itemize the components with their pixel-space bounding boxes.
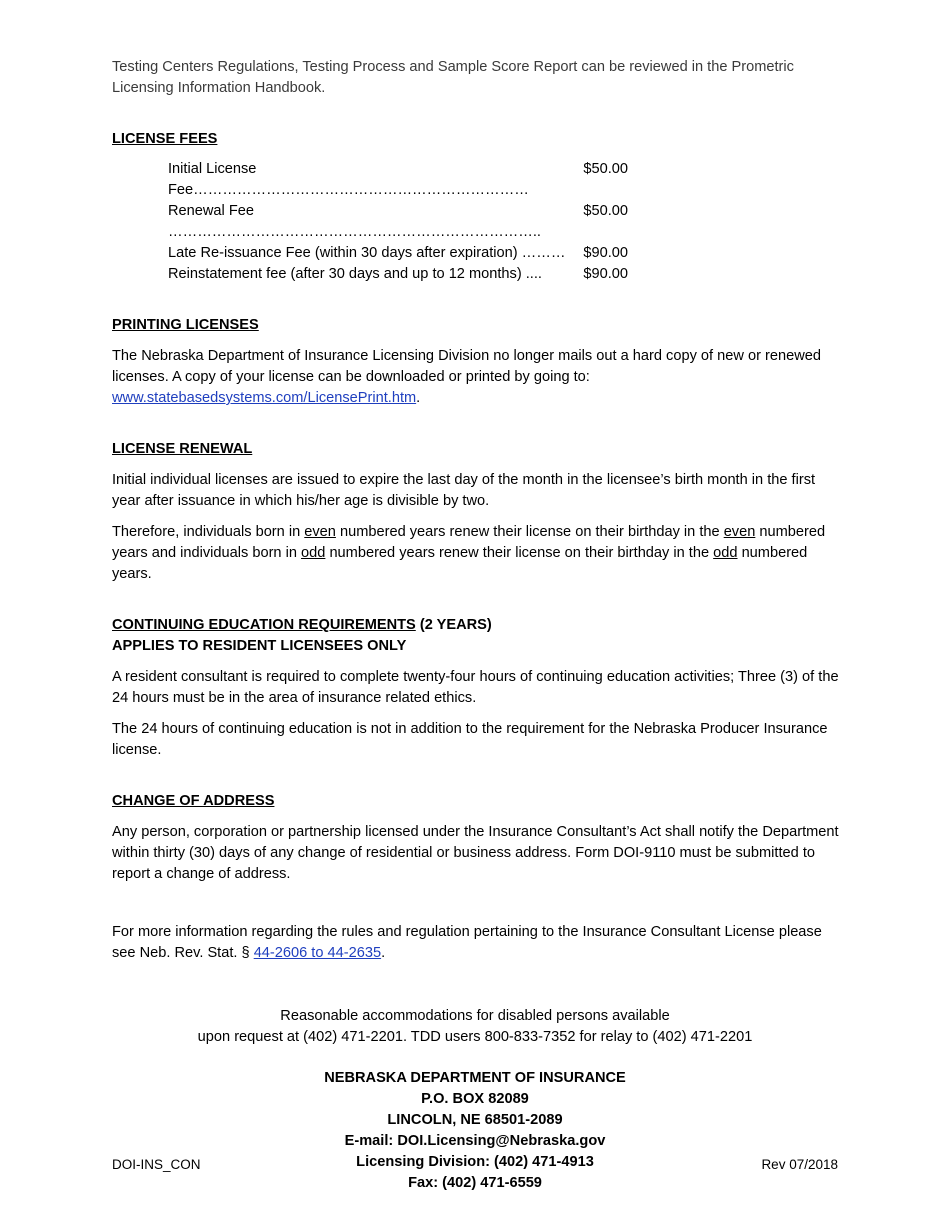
- intro-text: Testing Centers Regulations, Testing Process and Sample Score Report can be reviewed in the Prometric Licensing Information Handbook.: [112, 59, 794, 96]
- fee-label: Renewal Fee …………………………………………………………………..: [168, 203, 541, 240]
- contact-po-box: P.O. BOX 82089: [421, 1091, 529, 1107]
- more-info-period: .: [381, 945, 386, 961]
- ce-heading: [112, 615, 840, 636]
- accommodations-line-1: Reasonable accommodations for disabled persons available: [280, 1008, 670, 1024]
- underlined-odd: odd: [713, 545, 738, 561]
- renewal-paragraph-1: Initial individual licenses are issued to expire the last day of the month in the licensee’s birth month in the first year after issuance in which his/her age is divisible by two.: [112, 472, 816, 509]
- fee-label: Initial License Fee……………………………………………………………: [168, 161, 529, 198]
- ce-heading-suffix: (2 YEARS): [415, 617, 492, 633]
- contact-email: E-mail: DOI.Licensing@Nebraska.gov: [344, 1133, 606, 1149]
- renewal-text: numbered years renew their license on their birthday in the: [325, 545, 714, 561]
- ce-subheading: APPLIES TO RESIDENT LICENSEES ONLY: [112, 638, 407, 654]
- printing-heading: PRINTING LICENSES: [112, 317, 259, 333]
- contact-city: LINCOLN, NE 68501-2089: [387, 1112, 563, 1128]
- printing-body: The Nebraska Department of Insurance Licensing Division no longer mails out a hard copy of new or renewed licenses. A copy of your license can be downloaded or printed by going to:: [112, 348, 821, 385]
- renewal-text: Therefore, individuals born in: [112, 524, 305, 540]
- form-id: DOI-INS_CON: [112, 1157, 201, 1172]
- renewal-text: numbered years.: [112, 545, 808, 582]
- underlined-odd: odd: [301, 545, 326, 561]
- renewal-paragraph-2: [112, 522, 840, 585]
- fee-amount: $50.00: [583, 161, 628, 177]
- contact-fax: Fax: (402) 471-6559: [408, 1175, 542, 1191]
- accommodations-line-2: upon request at (402) 471-2201. TDD users 800-833-7352 for relay to (402) 471-2201: [197, 1029, 753, 1045]
- address-heading: CHANGE OF ADDRESS: [112, 793, 275, 809]
- fee-row: [168, 264, 628, 285]
- printing-period: .: [416, 390, 421, 406]
- license-print-link[interactable]: www.statebasedsystems.com/LicensePrint.htm: [112, 390, 417, 406]
- more-info-text: [112, 922, 840, 964]
- revision-date: Rev 07/2018: [761, 1157, 838, 1172]
- fee-row: [168, 201, 628, 243]
- printing-text: [112, 346, 840, 409]
- fee-amount: $90.00: [583, 266, 628, 282]
- fee-amount: $50.00: [583, 203, 628, 219]
- underlined-even: even: [723, 524, 756, 540]
- fee-row: [168, 159, 628, 201]
- renewal-heading: LICENSE RENEWAL: [112, 441, 253, 457]
- contact-org: NEBRASKA DEPARTMENT OF INSURANCE: [324, 1070, 626, 1086]
- renewal-text: numbered years renew their license on their birthday in the: [335, 524, 724, 540]
- statute-link[interactable]: 44-2606 to 44-2635: [253, 945, 382, 961]
- fee-list: [168, 159, 840, 285]
- underlined-even: even: [304, 524, 336, 540]
- ce-heading-underlined: CONTINUING EDUCATION REQUIREMENTS: [112, 617, 416, 633]
- ce-paragraph-2: The 24 hours of continuing education is not in addition to the requirement for the Nebraska Producer Insurance license.: [112, 721, 828, 758]
- address-text: Any person, corporation or partnership licensed under the Insurance Consultant’s Act shall notify the Department within thirty (30) days of any change of residential or business address. Form DOI-9110 must be submitted to report a change of address.: [112, 824, 839, 882]
- contact-licensing-phone: Licensing Division: (402) 471-4913: [356, 1154, 594, 1170]
- fee-row: [168, 243, 628, 264]
- contact-block: [112, 1068, 838, 1194]
- renewal-text: numbered years and individuals born in: [112, 524, 826, 561]
- document-page: [112, 57, 840, 1194]
- fee-label: Late Re-issuance Fee (within 30 days after expiration) ………: [168, 245, 566, 261]
- license-fees-heading: LICENSE FEES: [112, 131, 218, 147]
- ce-paragraph-1: A resident consultant is required to complete twenty-four hours of continuing education activities; Three (3) of the 24 hours must be in the area of insurance related ethics.: [112, 669, 839, 706]
- more-info-body: For more information regarding the rules and regulation pertaining to the Insurance Consultant License please see Neb. Rev. Stat. §: [112, 924, 822, 961]
- fee-label: Reinstatement fee (after 30 days and up to 12 months) ....: [168, 266, 542, 282]
- fee-amount: $90.00: [583, 245, 628, 261]
